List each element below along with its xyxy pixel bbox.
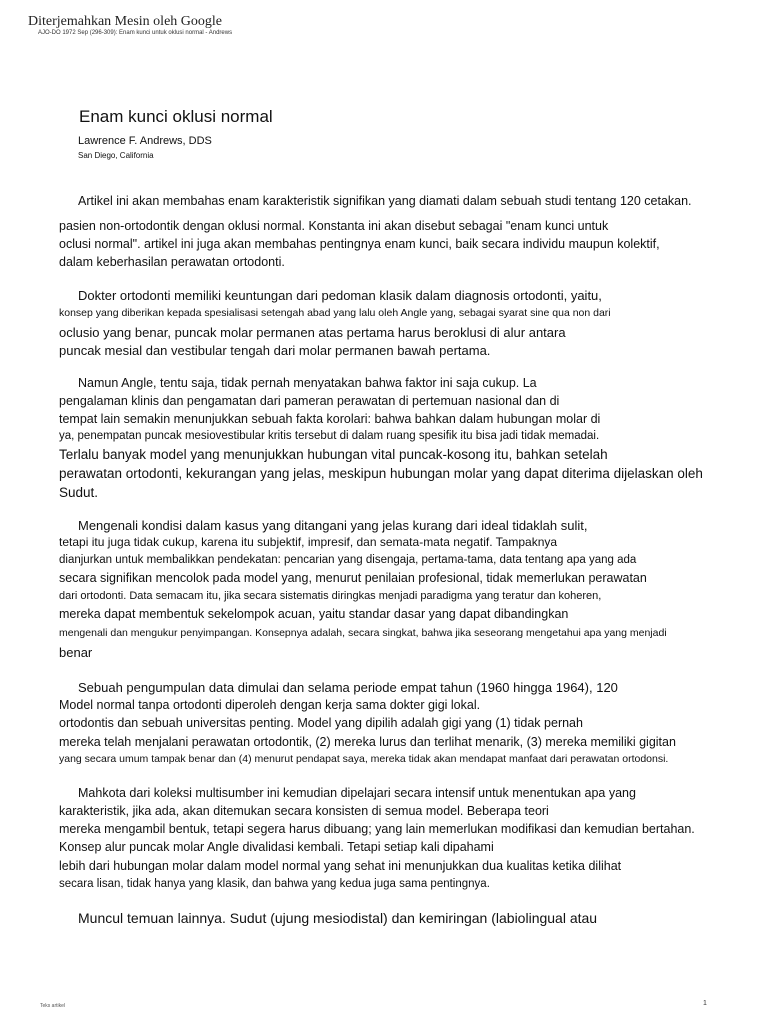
body-line: perawatan ortodonti, kekurangan yang jelas, meskipun hubungan molar yang dapat diterima dijelaskan oleh bbox=[59, 466, 703, 481]
body-line: Sudut. bbox=[59, 485, 99, 500]
article-author: Lawrence F. Andrews, DDS bbox=[78, 135, 212, 147]
body-line: yang secara umum tampak benar dan (4) menurut pendapat saya, mereka tidak akan mendapat manfaat dari perawatan ortodonsi. bbox=[59, 753, 669, 765]
body-line: mengenali dan mengukur penyimpangan. Konsepnya adalah, secara singkat, bahwa jika seseorang mengetahui apa yang menjadi bbox=[59, 627, 667, 639]
body-line: tempat lain semakin menunjukkan sebuah fakta korolari: bahwa bahkan dalam hubungan molar di bbox=[59, 412, 601, 426]
body-line: puncak mesial dan vestibular tengah dari molar permanen bawah pertama. bbox=[59, 343, 491, 358]
body-line: oclusi normal". artikel ini juga akan membahas pentingnya enam kunci, baik secara individu maupun kolektif, bbox=[59, 237, 660, 251]
body-line: pengalaman klinis dan pengamatan dari pameran perawatan di pertemuan nasional dan di bbox=[59, 394, 560, 408]
body-line: Mengenali kondisi dalam kasus yang ditangani yang jelas kurang dari ideal tidaklah sulit, bbox=[78, 518, 588, 533]
body-line: tetapi itu juga tidak cukup, karena itu subjektif, impresif, dan semata-mata negatif. Tampaknya bbox=[59, 535, 558, 549]
body-line: Mahkota dari koleksi multisumber ini kemudian dipelajari secara intensif untuk menentukan apa yang bbox=[78, 786, 636, 800]
body-line: benar bbox=[59, 645, 93, 660]
body-line: dari ortodonti. Data semacam itu, jika secara sistematis diringkas menjadi paradigma yang teratur dan koheren, bbox=[59, 590, 602, 602]
author-location: San Diego, California bbox=[78, 151, 154, 160]
body-line: ortodontis dan sebuah universitas penting. Model yang dipilih adalah gigi yang (1) tidak pernah bbox=[59, 716, 583, 730]
body-line: karakteristik, jika ada, akan ditemukan secara konsisten di semua model. Beberapa teori bbox=[59, 804, 549, 818]
body-line: Muncul temuan lainnya. Sudut (ujung mesiodistal) dan kemiringan (labiolingual atau bbox=[78, 910, 598, 926]
page-number: 1 bbox=[703, 1000, 707, 1007]
body-line: Artikel ini akan membahas enam karakteristik signifikan yang diamati dalam sebuah studi tentang 120 cetakan. bbox=[78, 194, 692, 208]
body-line: ya, penempatan puncak mesiovestibular kritis tersebut di dalam ruang spesifik itu bisa jadi tidak memadai. bbox=[59, 430, 600, 442]
body-line: Dokter ortodonti memiliki keuntungan dari pedoman klasik dalam diagnosis ortodonti, yaitu, bbox=[78, 288, 602, 303]
translation-header: Diterjemahkan Mesin oleh Google bbox=[28, 14, 223, 29]
footer-label: Teks artikel bbox=[40, 1003, 66, 1009]
body-line: secara signifikan mencolok pada model yang, menurut penilaian profesional, tidak memerlukan perawatan bbox=[59, 571, 647, 585]
article-title: Enam kunci oklusi normal bbox=[79, 107, 273, 126]
body-line: Sebuah pengumpulan data dimulai dan selama periode empat tahun (1960 hingga 1964), 120 bbox=[78, 680, 618, 695]
body-line: Model normal tanpa ortodonti diperoleh dengan kerja sama dokter gigi lokal. bbox=[59, 698, 481, 712]
body-line: konsep yang diberikan kepada spesialisasi setengah abad yang lalu oleh Angle yang, sebagai syarat sine qua non dari bbox=[59, 307, 611, 319]
body-line: Terlalu banyak model yang menunjukkan hubungan vital puncak-kosong itu, bahkan setelah bbox=[59, 447, 608, 462]
body-line: pasien non-ortodontik dengan oklusi normal. Konstanta ini akan disebut sebagai "enam kunci untuk bbox=[59, 219, 609, 233]
body-line: Namun Angle, tentu saja, tidak pernah menyatakan bahwa faktor ini saja cukup. La bbox=[78, 376, 537, 390]
body-line: oclusio yang benar, puncak molar permanen atas pertama harus beroklusi di alur antara bbox=[59, 325, 566, 340]
body-line: mereka telah menjalani perawatan ortodontik, (2) mereka lurus dan terlihat menarik, (3) mereka memiliki gigitan bbox=[59, 735, 676, 749]
body-line: mereka mengambil bentuk, tetapi segera harus dibuang; yang lain memerlukan modifikasi dan kemudian bertahan. bbox=[59, 822, 695, 836]
body-line: dianjurkan untuk membalikkan pendekatan: pencarian yang disengaja, pertama-tama, data tentang apa yang ada bbox=[59, 554, 637, 566]
body-line: dalam keberhasilan perawatan ortodonti. bbox=[59, 255, 285, 269]
body-line: lebih dari hubungan molar dalam model normal yang sehat ini menunjukkan dua kualitas ketika dilihat bbox=[59, 859, 622, 873]
citation-line: AJO-DO 1972 Sep (296-309): Enam kunci untuk oklusi normal - Andrews bbox=[38, 30, 233, 36]
body-line: mereka dapat membentuk sekelompok acuan, yaitu standar dasar yang dapat dibandingkan bbox=[59, 607, 569, 621]
body-line: secara lisan, tidak hanya yang klasik, dan bahwa yang kedua juga sama pentingnya. bbox=[59, 878, 490, 890]
body-line: Konsep alur puncak molar Angle divalidasi kembali. Tetapi setiap kali dipahami bbox=[59, 840, 494, 854]
